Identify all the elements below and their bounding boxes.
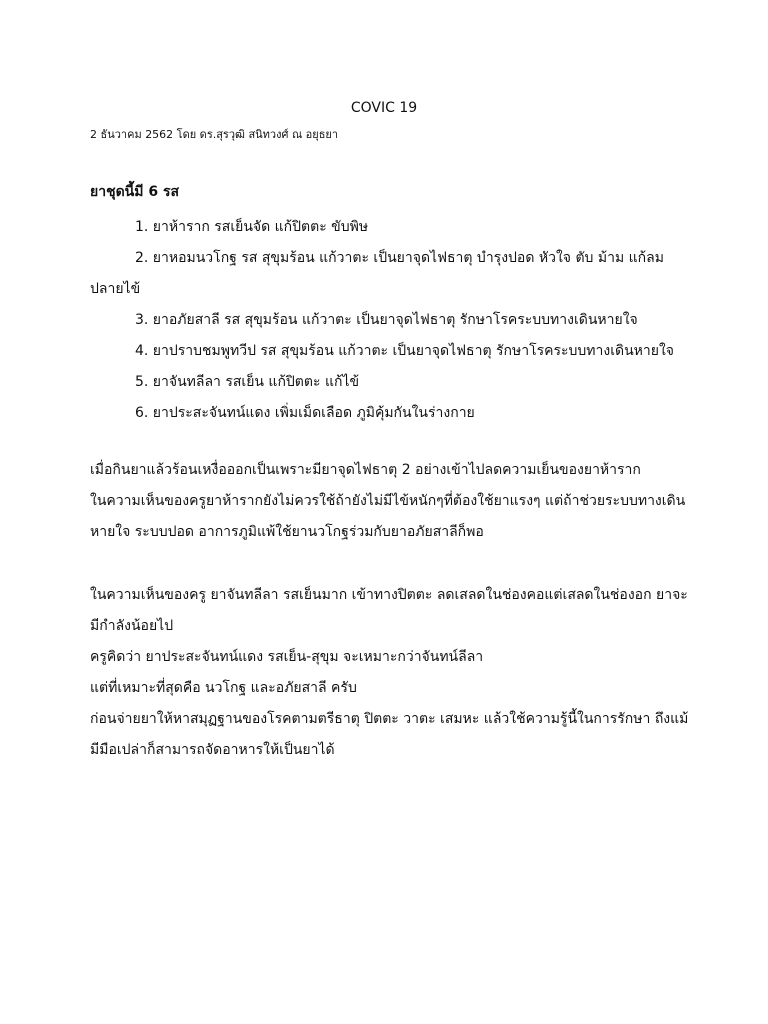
list-item: 1. ยาห้าราก รสเย็นจัด แก้ปิตตะ ขับพิษ xyxy=(135,219,369,235)
paragraph-line: ในความเห็นของครู ยาจันทลีลา รสเย็นมาก เข้าทางปิตตะ ลดเสลดในช่องคอแต่เสลดในช่องอก ยาจะ xyxy=(90,587,688,603)
paragraph-line: เมื่อกินยาแล้วร้อนเหงื่อออกเป็นเพราะมียาจุดไฟธาตุ 2 อย่างเข้าไปลดความเย็นของยาห้าราก xyxy=(90,462,641,478)
paragraph-line: แต่ที่เหมาะที่สุดคือ นวโกฐ และอภัยสาลี ครับ xyxy=(90,680,357,696)
list-item: 2. ยาหอมนวโกฐ รส สุขุมร้อน แก้วาตะ เป็นยาจุดไฟธาตุ บำรุงปอด หัวใจ ตับ ม้าม แก้ลม ปลายไข้ xyxy=(90,250,664,297)
list-item: 3. ยาอภัยสาลี รส สุขุมร้อน แก้วาตะ เป็นยาจุดไฟธาตุ รักษาโรคระบบทางเดินหายใจ xyxy=(135,312,638,328)
document-title: COVIC 19 xyxy=(350,100,418,116)
paragraph-line: มีกำลังน้อยไป xyxy=(90,618,174,634)
list-item: 5. ยาจันทลีลา รสเย็น แก้ปิตตะ แก้ไข้ xyxy=(135,374,360,390)
medicine-list xyxy=(90,212,690,429)
paragraph-line: มีมือเปล่าก็สามารถจัดอาหารให้เป็นยาได้ xyxy=(90,742,335,758)
list-item: 6. ยาประสะจันทน์แดง เพิ่มเม็ดเลือด ภูมิคุ้มกันในร่างกาย xyxy=(135,405,475,421)
paragraph-1 xyxy=(90,455,690,548)
paragraph-2 xyxy=(90,580,690,766)
paragraph-line: หายใจ ระบบปอด อาการภูมิแพ้ใช้ยานวโกฐร่วมกับยาอภัยสาลีก็พอ xyxy=(90,524,484,540)
paragraph-line: ครูคิดว่า ยาประสะจันทน์แดง รสเย็น-สุขุม จะเหมาะกว่าจันทน์ลีลา xyxy=(90,649,484,665)
section-heading: ยาชุดนี้มี 6 รส xyxy=(90,184,180,200)
list-item: 4. ยาปราบชมพูทวีป รส สุขุมร้อน แก้วาตะ เป็นยาจุดไฟธาตุ รักษาโรคระบบทางเดินหายใจ xyxy=(135,343,675,359)
paragraph-line: ก่อนจ่ายยาให้หาสมุฏฐานของโรคตามตรีธาตุ ปิตตะ วาตะ เสมหะ แล้วใช้ความรู้นี้ในการรักษา ถึงแม้ xyxy=(90,711,689,727)
paragraph-line: ในความเห็นของครูยาห้ารากยังไม่ควรใช้ถ้ายังไม่มีไข้หนักๆที่ต้องใช้ยาแรงๆ แต่ถ้าช่วยระบบทางเดิน xyxy=(90,493,686,509)
author-byline: 2 ธันวาคม 2562 โดย ดร.สุรวุฒิ สนิทวงศ์ ณ อยุธยา xyxy=(90,128,339,141)
